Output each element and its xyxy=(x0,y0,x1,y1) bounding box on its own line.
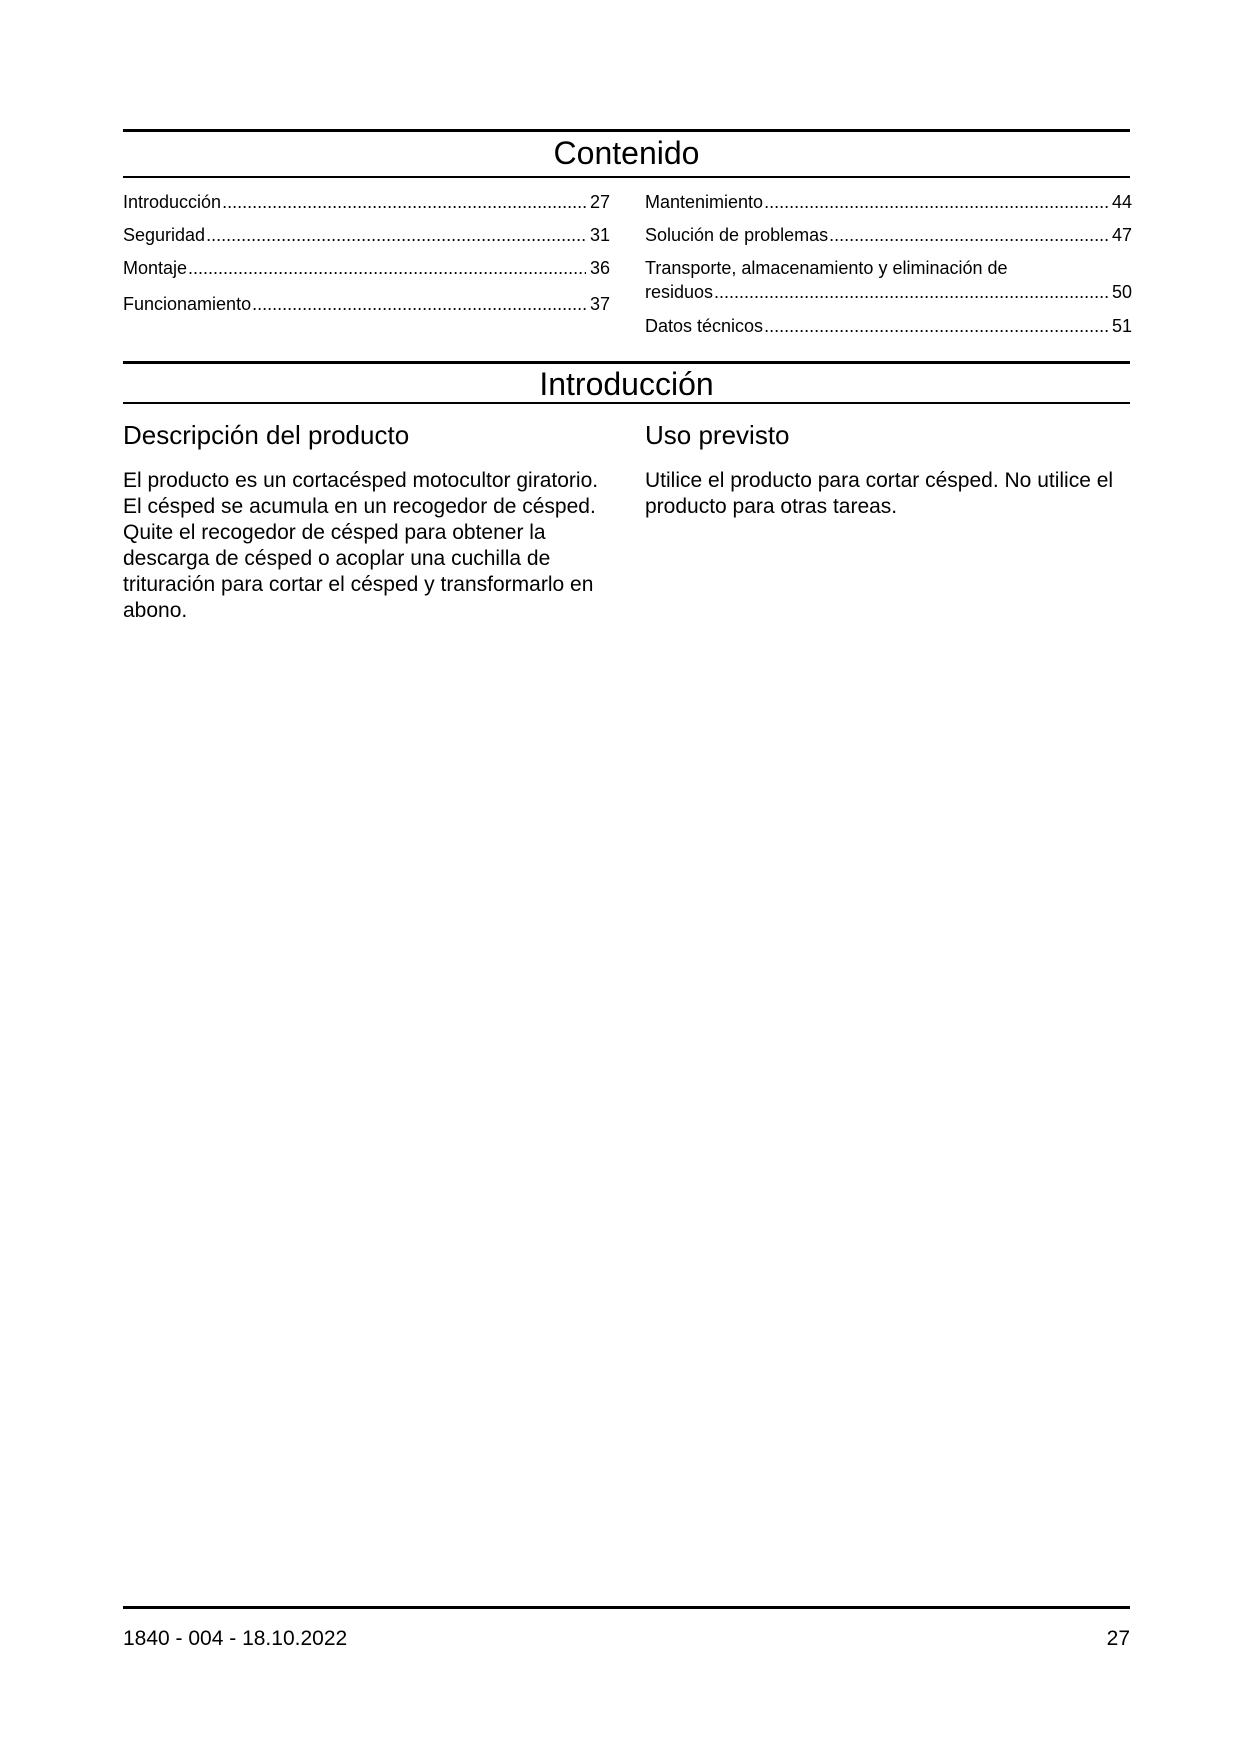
contents-title: Contenido xyxy=(553,135,700,171)
toc-page: 37 xyxy=(589,294,610,314)
toc-label-line2: residuos xyxy=(645,282,714,302)
product-description-text: El producto es un cortacésped motocultor giratorio. El césped se acumula en un recogedor de césped. Quite el recogedor de césped para obtener la descarga de césped o acoplar una cuchilla de trituración para cortar el césped y transformarlo en abono. xyxy=(123,469,599,622)
toc-entry-funcionamiento[interactable] xyxy=(123,292,610,316)
footer-page-number: 27 xyxy=(1106,1627,1130,1650)
toc-page: 36 xyxy=(589,258,610,278)
toc-leader xyxy=(188,256,586,280)
contents-bottom-rule xyxy=(123,176,1130,178)
toc-label: Mantenimiento xyxy=(645,192,764,212)
toc-leader xyxy=(222,190,586,214)
intended-use-heading: Uso previsto xyxy=(645,420,790,450)
toc-page: 51 xyxy=(1111,316,1132,336)
toc-entry-mantenimiento[interactable] xyxy=(645,190,1132,214)
toc-label: Funcionamiento xyxy=(123,294,252,314)
toc-entry-solucion-de-problemas[interactable] xyxy=(645,223,1132,247)
toc-leader xyxy=(252,292,586,316)
toc-entry-transporte[interactable] xyxy=(645,256,1132,304)
toc-leader xyxy=(206,223,586,247)
toc-leader xyxy=(764,190,1108,214)
toc-page: 47 xyxy=(1111,225,1132,245)
footer-rule xyxy=(123,1606,1130,1609)
footer-doc-id: 1840 - 004 - 18.10.2022 xyxy=(123,1627,348,1650)
toc-label-line1: Transporte, almacenamiento y eliminación de xyxy=(645,258,1008,278)
toc-entry-introduccion[interactable] xyxy=(123,190,610,214)
document-page xyxy=(123,0,1130,1754)
toc-label: Introducción xyxy=(123,192,222,212)
toc-label: Datos técnicos xyxy=(645,316,764,336)
toc-label: Seguridad xyxy=(123,225,206,245)
toc-page: 44 xyxy=(1111,192,1132,212)
toc-leader xyxy=(764,314,1108,338)
toc-leader xyxy=(714,280,1108,304)
intro-title: Introducción xyxy=(539,366,714,402)
toc-entry-montaje[interactable] xyxy=(123,256,610,280)
contents-top-rule xyxy=(123,129,1130,132)
toc-label-line2-row xyxy=(645,280,1132,304)
intended-use-text: Utilice el producto para cortar césped. No utilice el producto para otras tareas. xyxy=(645,469,1114,518)
intro-bottom-rule xyxy=(123,402,1130,404)
toc-page: 27 xyxy=(589,192,610,212)
product-description-heading: Descripción del producto xyxy=(123,420,410,450)
toc-label: Montaje xyxy=(123,258,188,278)
toc-entry-seguridad[interactable] xyxy=(123,223,610,247)
toc-label: Solución de problemas xyxy=(645,225,829,245)
toc-leader xyxy=(829,223,1108,247)
toc-entry-datos-tecnicos[interactable] xyxy=(645,314,1132,338)
toc-page: 31 xyxy=(589,225,610,245)
toc-page: 50 xyxy=(1111,282,1132,302)
